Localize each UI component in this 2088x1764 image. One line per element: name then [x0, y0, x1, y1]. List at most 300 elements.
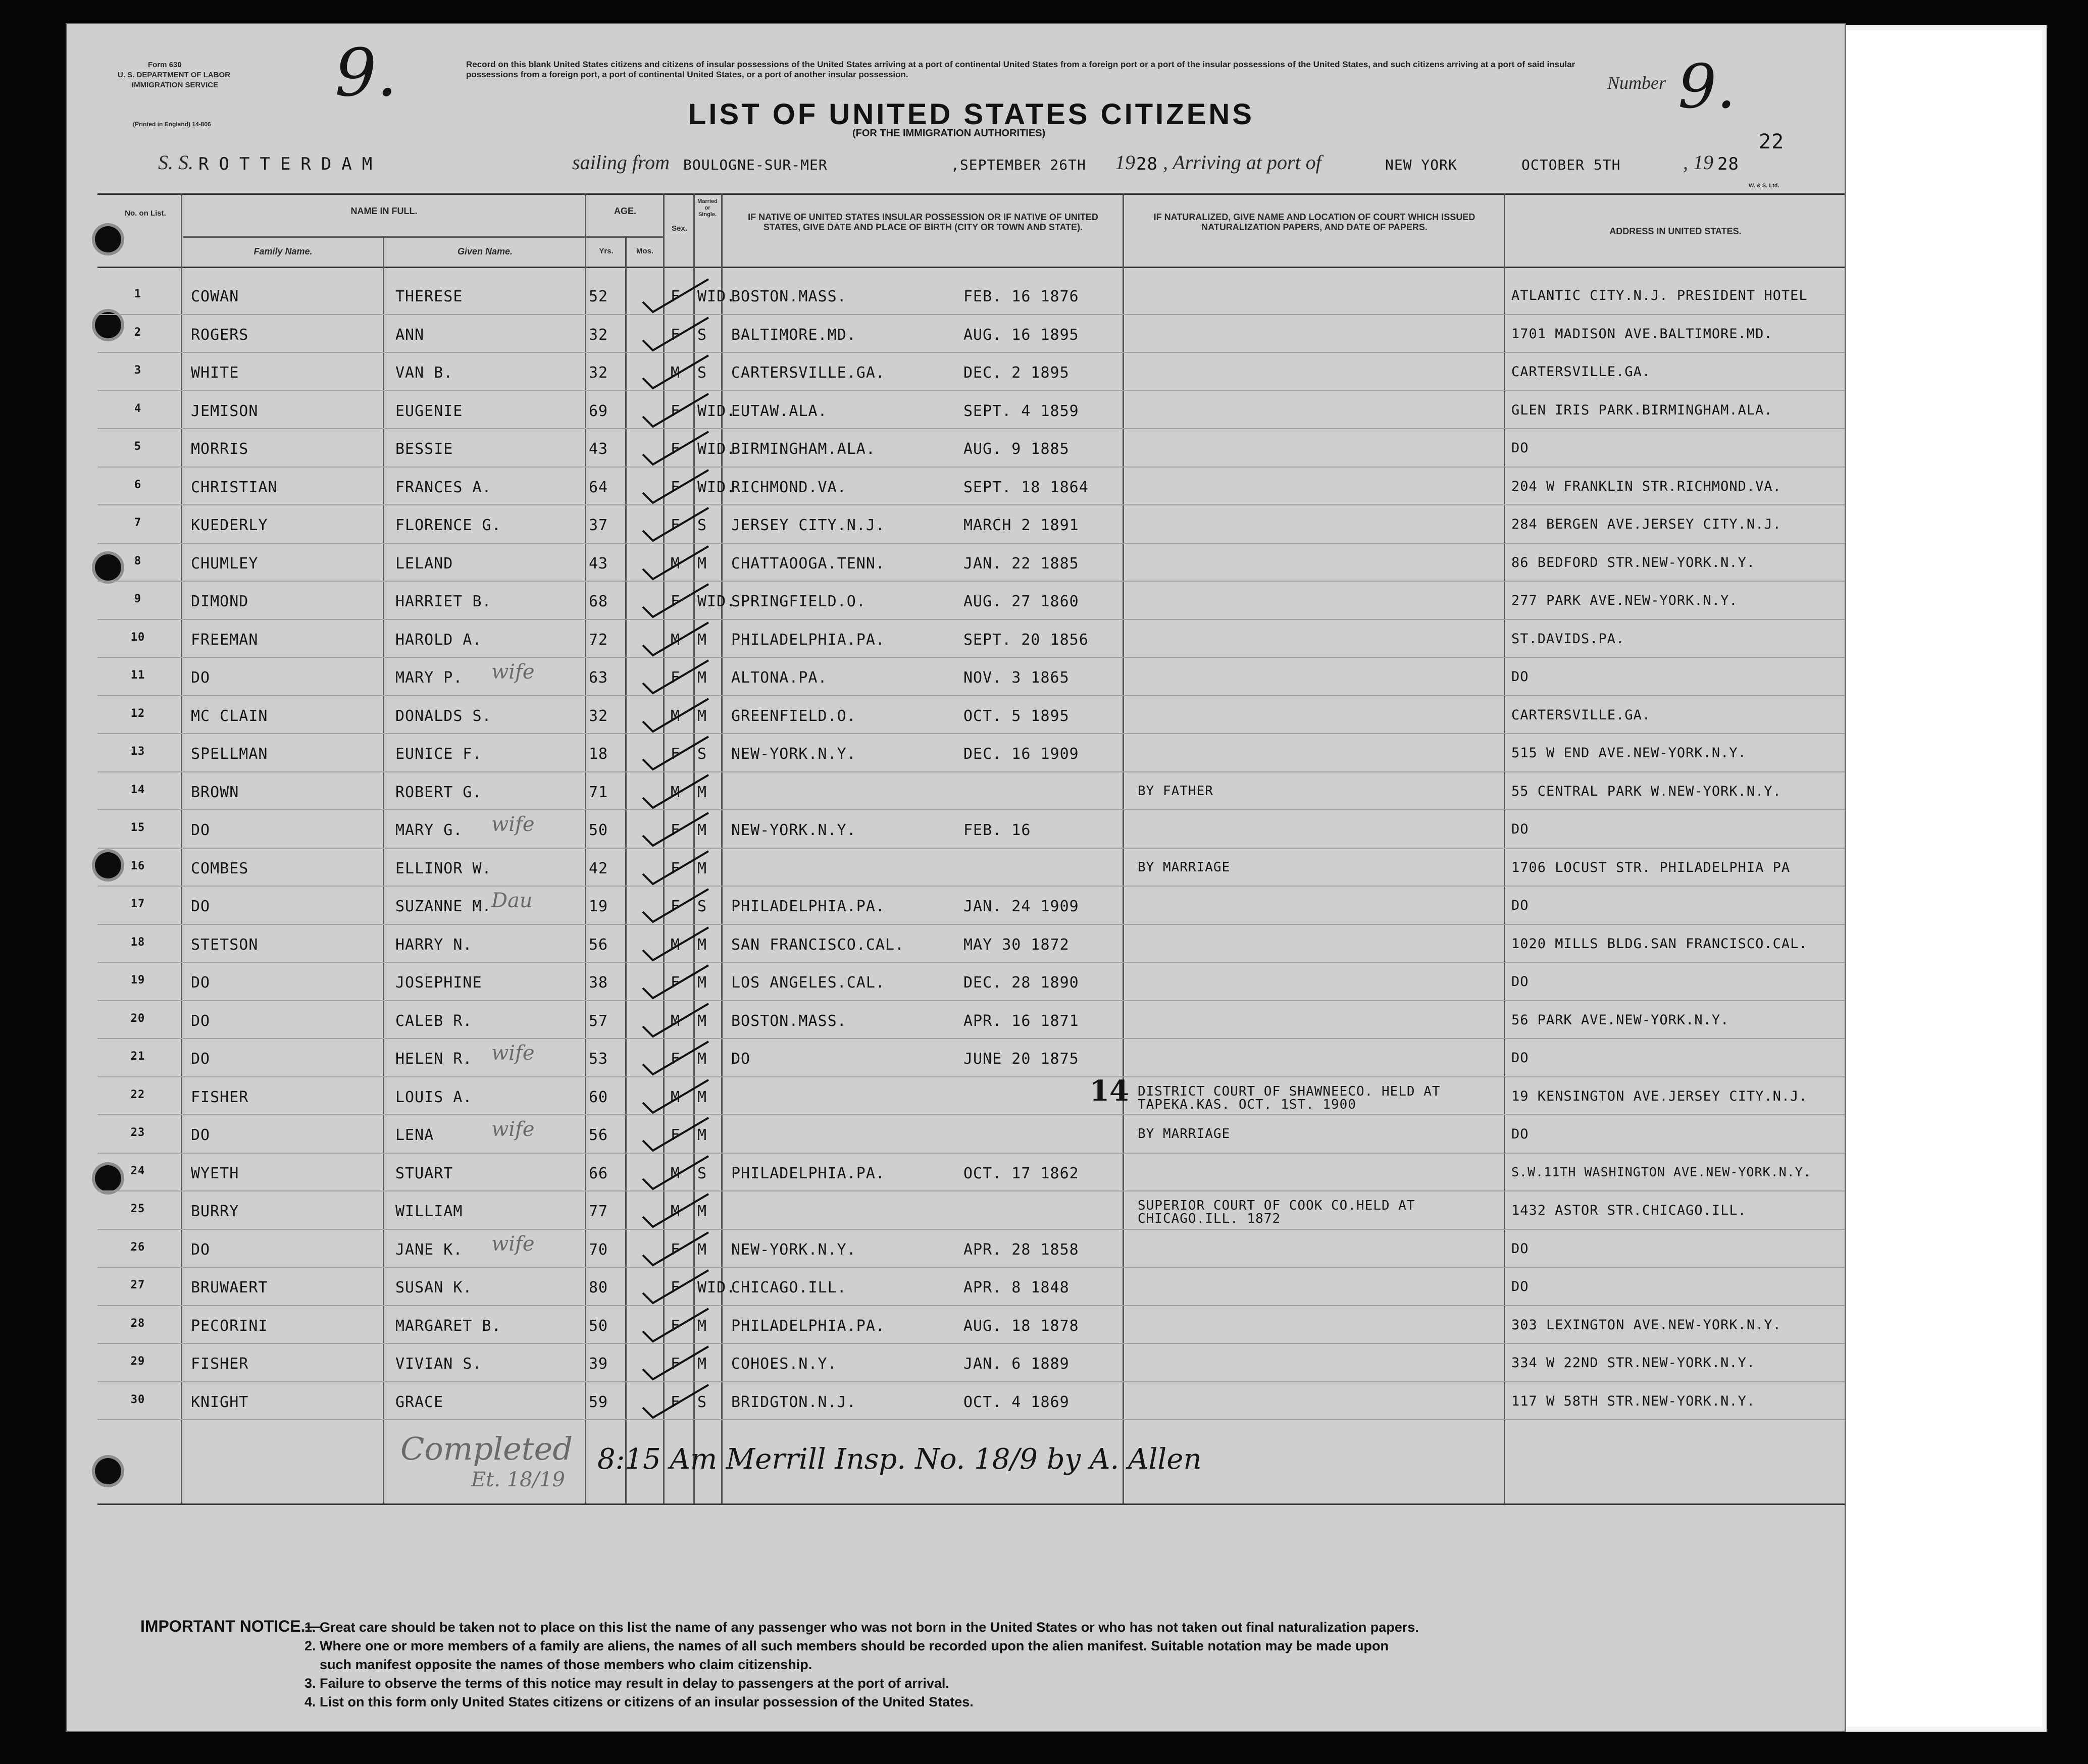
- cell-no: 7: [134, 516, 142, 529]
- cell-sex: M: [671, 631, 681, 649]
- tally-mark: 14: [1090, 1074, 1129, 1108]
- departure-year: 28: [1136, 154, 1158, 174]
- row-rule: [97, 657, 1845, 658]
- cell-family-name: FISHER: [191, 1088, 249, 1106]
- cell-address: DO: [1511, 1240, 1529, 1257]
- cell-birth-date: OCT. 4 1869: [963, 1393, 1070, 1411]
- cell-birth-date: FEB. 16: [963, 821, 1031, 839]
- cell-given-name: SUSAN K.: [395, 1279, 473, 1296]
- cell-sex: F: [671, 1279, 681, 1296]
- cell-address: DO: [1511, 440, 1529, 456]
- cell-given-name: HARRY N.: [395, 936, 473, 954]
- cell-marital: WID.: [697, 1279, 736, 1296]
- cell-address: 1706 LOCUST STR. PHILADELPHIA PA: [1511, 859, 1791, 875]
- cell-address: 56 PARK AVE.NEW-YORK.N.Y.: [1511, 1012, 1729, 1028]
- cell-no: 13: [130, 745, 145, 758]
- cell-age: 60: [589, 1088, 608, 1106]
- check-mark-icon: [638, 1380, 714, 1425]
- cell-birth-date: FEB. 16 1876: [963, 288, 1079, 305]
- cell-marital: M: [697, 821, 707, 839]
- sailing-from-label: sailing from: [572, 151, 670, 174]
- cell-birth-date: NOV. 3 1865: [963, 669, 1070, 687]
- cell-age: 37: [589, 516, 608, 534]
- row-rule: [97, 428, 1845, 429]
- cell-family-name: DO: [191, 974, 211, 992]
- cell-given-name: ROBERT G.: [395, 783, 482, 801]
- ss-label: S. S.: [158, 151, 193, 174]
- cell-marital: WID.: [697, 440, 736, 458]
- cell-age: 70: [589, 1240, 608, 1259]
- cell-address: DO: [1511, 1279, 1529, 1294]
- cell-address: 303 LEXINGTON AVE.NEW-YORK.N.Y.: [1511, 1317, 1781, 1333]
- row-rule: [97, 924, 1845, 925]
- cell-no: 23: [130, 1126, 145, 1139]
- cell-sex: F: [671, 669, 681, 687]
- cell-sex: F: [671, 326, 681, 344]
- page-subtitle: (FOR THE IMMIGRATION AUTHORITIES): [852, 128, 1046, 139]
- cell-marital: M: [697, 936, 707, 954]
- cell-given-name: WILLIAM: [395, 1203, 463, 1220]
- row-rule: [97, 390, 1845, 391]
- cell-sex: F: [671, 1126, 681, 1144]
- col-header-birth: IF NATIVE OF UNITED STATES INSULAR POSSESSION OR IF NATIVE OF UNITED STATES, GIVE DATE AND PLACE OF BIRTH (CITY OR TOWN AND STATE).: [748, 212, 1098, 232]
- table-bottom-rule: [97, 1503, 1845, 1505]
- cell-age: 52: [589, 288, 608, 305]
- col-header-given-name: Given Name.: [457, 246, 513, 256]
- col-divider: [625, 236, 627, 1503]
- number-label: Number: [1607, 73, 1666, 93]
- cell-age: 53: [589, 1050, 608, 1068]
- cell-family-name: DO: [191, 669, 211, 687]
- cell-given-name: ANN: [395, 326, 425, 344]
- cell-birth-date: MARCH 2 1891: [963, 516, 1079, 534]
- cell-age: 42: [589, 859, 608, 877]
- cell-address: S.W.11TH WASHINGTON AVE.NEW-YORK.N.Y.: [1511, 1164, 1811, 1179]
- completed-note: Completed: [400, 1430, 573, 1467]
- cell-no: 2: [134, 326, 142, 339]
- cell-sex: F: [671, 402, 681, 420]
- cell-birth-date: AUG. 9 1885: [963, 440, 1070, 458]
- cell-address: CARTERSVILLE.GA.: [1511, 364, 1651, 380]
- cell-given-name: GRACE: [395, 1393, 444, 1411]
- cell-family-name: BRUWAERT: [191, 1279, 268, 1296]
- binder-hole: [95, 226, 121, 252]
- cell-family-name: ROGERS: [191, 326, 249, 344]
- cell-birth-date: APR. 8 1848: [963, 1279, 1070, 1296]
- cell-birth-place: PHILADELPHIA.PA.: [731, 898, 885, 915]
- col-header-yrs: Yrs.: [599, 247, 614, 255]
- cell-family-name: KUEDERLY: [191, 516, 268, 534]
- cell-given-name: EUNICE F.: [395, 745, 482, 763]
- col-header-sex: Sex.: [672, 224, 687, 233]
- dept-line: U. S. DEPARTMENT OF LABOR: [118, 71, 231, 79]
- cell-age: 56: [589, 936, 608, 954]
- cell-age: 63: [589, 669, 608, 687]
- cell-marital: S: [697, 745, 707, 763]
- cell-no: 26: [130, 1240, 145, 1254]
- cell-marital: WID.: [697, 593, 736, 610]
- cell-no: 6: [134, 478, 142, 491]
- cell-marital: M: [697, 1126, 707, 1144]
- cell-birth-date: SEPT. 20 1856: [963, 631, 1089, 649]
- row-rule: [97, 771, 1845, 772]
- cell-birth-place: NEW-YORK.N.Y.: [731, 1240, 856, 1259]
- cell-no: 5: [134, 440, 142, 453]
- cell-no: 20: [130, 1012, 145, 1025]
- cell-birth-date: DEC. 2 1895: [963, 364, 1070, 382]
- cell-sex: F: [671, 593, 681, 610]
- cell-family-name: DO: [191, 1240, 211, 1259]
- cell-family-name: WYETH: [191, 1164, 239, 1182]
- row-rule: [97, 352, 1845, 353]
- cell-address: ATLANTIC CITY.N.J. PRESIDENT HOTEL: [1511, 288, 1808, 303]
- cell-birth-place: BOSTON.MASS.: [731, 288, 847, 305]
- cell-no: 16: [130, 859, 145, 872]
- instructions-text: Record on this blank United States citizens and citizens of insular possessions of the United States arriving at a port of continental United States from a foreign port or a port of the insular possessions of the United States, and such citizens arriving at a port of said insular possessions from a foreign port, a port of continental United States, or a port of another insular possession.: [466, 60, 1575, 79]
- row-rule: [97, 809, 1845, 810]
- cell-age: 59: [589, 1393, 608, 1411]
- cell-age: 50: [589, 821, 608, 839]
- cell-birth-date: DEC. 16 1909: [963, 745, 1079, 763]
- cell-sex: M: [671, 1088, 681, 1106]
- row-rule: [97, 466, 1845, 468]
- cell-birth-date: SEPT. 18 1864: [963, 478, 1089, 496]
- cell-given-name: LOUIS A.: [395, 1088, 473, 1106]
- cell-sex: M: [671, 783, 681, 801]
- cell-age: 18: [589, 745, 608, 763]
- cell-address: DO: [1511, 821, 1529, 837]
- cell-no: 15: [130, 821, 145, 834]
- cell-address: 117 W 58TH STR.NEW-YORK.N.Y.: [1511, 1393, 1756, 1409]
- cell-birth-date: APR. 16 1871: [963, 1012, 1079, 1030]
- inspector-note: 8:15 Am Merrill Insp. No. 18/9 by A. Allen: [597, 1443, 1202, 1476]
- cell-age: 57: [589, 1012, 608, 1030]
- cell-sex: F: [671, 516, 681, 534]
- cell-address: ST.DAVIDS.PA.: [1511, 631, 1625, 647]
- dept-line: IMMIGRATION SERVICE: [132, 81, 219, 89]
- cell-family-name: BROWN: [191, 783, 239, 801]
- cell-family-name: CHUMLEY: [191, 554, 259, 573]
- row-rule: [97, 1229, 1845, 1230]
- col-header-name-in-full: NAME IN FULL.: [350, 206, 418, 216]
- cell-address: 1020 MILLS BLDG.SAN FRANCISCO.CAL.: [1511, 936, 1808, 952]
- cell-birth-date: JAN. 24 1909: [963, 898, 1079, 915]
- arrival-year-prefix: , 19: [1683, 151, 1713, 174]
- row-rule: [97, 314, 1845, 315]
- cell-given-name: LELAND: [395, 554, 453, 573]
- cell-given-name: HAROLD A.: [395, 631, 482, 649]
- cell-birth-place: NEW-YORK.N.Y.: [731, 745, 856, 763]
- cell-family-name: DO: [191, 1126, 211, 1144]
- cell-birth-date: OCT. 5 1895: [963, 707, 1070, 725]
- cell-address: 277 PARK AVE.NEW-YORK.N.Y.: [1511, 593, 1738, 608]
- arrival-year: 28: [1717, 154, 1739, 174]
- cell-given-name: CALEB R.: [395, 1012, 473, 1030]
- printed-in: (Printed in England) 14-806: [133, 121, 211, 128]
- row-rule: [97, 1153, 1845, 1154]
- printer-mark: W. & S. Ltd.: [1749, 183, 1779, 189]
- arrival-port: NEW YORK: [1385, 157, 1457, 173]
- cell-marital: M: [697, 669, 707, 687]
- cell-sex: M: [671, 1012, 681, 1030]
- cell-given-name: FLORENCE G.: [395, 516, 501, 534]
- cell-age: 43: [589, 554, 608, 573]
- arriving-label: , Arriving at port of: [1163, 151, 1321, 174]
- row-rule: [97, 1114, 1845, 1115]
- cell-marital: M: [697, 1088, 707, 1106]
- cell-address: DO: [1511, 1050, 1529, 1066]
- page-stamp: 22: [1759, 130, 1785, 153]
- cell-birth-place: SPRINGFIELD.O.: [731, 593, 866, 610]
- cell-marital: M: [697, 859, 707, 877]
- page-title: LIST OF UNITED STATES CITIZENS: [688, 98, 1254, 131]
- col-header-married: Married or Single.: [697, 198, 718, 218]
- cell-sex: F: [671, 1393, 681, 1411]
- cell-given-name: SUZANNE M.: [395, 898, 492, 915]
- cell-relation-note: wife: [491, 1042, 535, 1065]
- cell-age: 38: [589, 974, 608, 992]
- cell-no: 9: [134, 593, 142, 605]
- cell-marital: WID.: [697, 478, 736, 496]
- cell-relation-note: wife: [491, 813, 535, 836]
- cell-marital: S: [697, 1393, 707, 1411]
- cell-given-name: BESSIE: [395, 440, 453, 458]
- cell-age: 66: [589, 1164, 608, 1182]
- cell-no: 21: [130, 1050, 145, 1063]
- cell-birth-place: CHATTAOOGA.TENN.: [731, 554, 885, 573]
- cell-sex: M: [671, 1164, 681, 1182]
- cell-age: 32: [589, 326, 608, 344]
- cell-sex: M: [671, 364, 681, 382]
- cell-no: 28: [130, 1317, 145, 1330]
- cell-birth-date: AUG. 18 1878: [963, 1317, 1079, 1335]
- cell-given-name: MARGARET B.: [395, 1317, 501, 1335]
- cell-relation-note: wife: [491, 660, 535, 684]
- cell-birth-place: COHOES.N.Y.: [731, 1355, 837, 1373]
- departure-year-prefix: 19: [1115, 151, 1135, 174]
- cell-given-name: FRANCES A.: [395, 478, 492, 496]
- cell-sex: F: [671, 440, 681, 458]
- cell-address: 515 W END AVE.NEW-YORK.N.Y.: [1511, 745, 1747, 761]
- row-rule: [97, 1076, 1845, 1077]
- cell-family-name: STETSON: [191, 936, 259, 954]
- cell-address: 1432 ASTOR STR.CHICAGO.ILL.: [1511, 1203, 1747, 1218]
- cell-marital: M: [697, 554, 707, 573]
- form-number: Form 630: [148, 61, 182, 69]
- cell-sex: F: [671, 1240, 681, 1259]
- cell-birth-date: AUG. 16 1895: [963, 326, 1079, 344]
- cell-family-name: PECORINI: [191, 1317, 268, 1335]
- row-rule: [97, 962, 1845, 963]
- cell-relation-note: wife: [491, 1118, 535, 1141]
- row-rule: [97, 581, 1845, 582]
- row-rule: [97, 1190, 1845, 1191]
- cell-sex: F: [671, 288, 681, 305]
- handwritten-sheet-number: 9.: [335, 34, 398, 111]
- row-rule: [97, 1038, 1845, 1039]
- cell-naturalization: BY MARRIAGE: [1138, 1126, 1231, 1142]
- cell-sex: F: [671, 859, 681, 877]
- cell-sex: M: [671, 936, 681, 954]
- cell-family-name: DIMOND: [191, 593, 249, 610]
- cell-given-name: JOSEPHINE: [395, 974, 482, 992]
- cell-birth-date: SEPT. 4 1859: [963, 402, 1079, 420]
- cell-given-name: VIVIAN S.: [395, 1355, 482, 1373]
- cell-given-name: DONALDS S.: [395, 707, 492, 725]
- cell-family-name: FISHER: [191, 1355, 249, 1373]
- notice-item-2-cont: such manifest opposite the names of those members who claim citizenship.: [320, 1657, 812, 1672]
- cell-marital: M: [697, 1012, 707, 1030]
- cell-given-name: HELEN R.: [395, 1050, 473, 1068]
- col-header-age: AGE.: [614, 206, 636, 216]
- cell-sex: M: [671, 1203, 681, 1220]
- cell-age: 64: [589, 478, 608, 496]
- binder-hole: [95, 1458, 121, 1484]
- cell-birth-place: BIRMINGHAM.ALA.: [731, 440, 876, 458]
- cell-given-name: HARRIET B.: [395, 593, 492, 610]
- cell-birth-date: AUG. 27 1860: [963, 593, 1079, 610]
- cell-naturalization: DISTRICT COURT OF SHAWNEECO. HELD AT TAPEKA.KAS. OCT. 1ST. 1900: [1138, 1083, 1441, 1112]
- cell-marital: M: [697, 1355, 707, 1373]
- cell-naturalization: BY FATHER: [1138, 783, 1213, 799]
- cell-birth-date: JUNE 20 1875: [963, 1050, 1079, 1068]
- notice-item-3: 3. Failure to observe the terms of this notice may result in delay to passengers at the port of arrival.: [304, 1676, 949, 1691]
- row-rule: [97, 504, 1845, 505]
- cell-marital: M: [697, 1317, 707, 1335]
- cell-given-name: JANE K.: [395, 1240, 463, 1259]
- header-bottom-rule: [97, 267, 1845, 268]
- cell-marital: WID.: [697, 402, 736, 420]
- cell-birth-date: OCT. 17 1862: [963, 1164, 1079, 1182]
- cell-address: DO: [1511, 669, 1529, 685]
- cell-family-name: COWAN: [191, 288, 239, 305]
- cell-address: 204 W FRANKLIN STR.RICHMOND.VA.: [1511, 478, 1781, 494]
- cell-address: CARTERSVILLE.GA.: [1511, 707, 1651, 723]
- cell-birth-place: SAN FRANCISCO.CAL.: [731, 936, 905, 954]
- sheet-number-value: 9.: [1678, 52, 1736, 122]
- cell-given-name: THERESE: [395, 288, 463, 305]
- cell-marital: M: [697, 1203, 707, 1220]
- row-rule: [97, 695, 1845, 696]
- cell-birth-place: CHICAGO.ILL.: [731, 1279, 847, 1296]
- cell-birth-place: PHILADELPHIA.PA.: [731, 1317, 885, 1335]
- cell-address: 86 BEDFORD STR.NEW-YORK.N.Y.: [1511, 554, 1756, 570]
- cell-birth-place: ALTONA.PA.: [731, 669, 828, 687]
- row-rule: [97, 733, 1845, 734]
- cell-family-name: JEMISON: [191, 402, 259, 420]
- cell-birth-date: MAY 30 1872: [963, 936, 1070, 954]
- cell-birth-place: CARTERSVILLE.GA.: [731, 364, 885, 382]
- cell-age: 71: [589, 783, 608, 801]
- table-top-rule: [97, 193, 1845, 195]
- manifest-form: [66, 23, 1846, 1732]
- cell-given-name: ELLINOR W.: [395, 859, 492, 877]
- cell-marital: M: [697, 707, 707, 725]
- cell-no: 27: [130, 1279, 145, 1291]
- cell-family-name: BURRY: [191, 1203, 239, 1220]
- row-rule: [97, 619, 1845, 620]
- cell-no: 10: [130, 631, 145, 644]
- cell-sex: F: [671, 1317, 681, 1335]
- cell-marital: S: [697, 364, 707, 382]
- cell-family-name: KNIGHT: [191, 1393, 249, 1411]
- cell-no: 17: [130, 898, 145, 910]
- cell-birth-place: BALTIMORE.MD.: [731, 326, 856, 344]
- header-subrule: [183, 236, 663, 238]
- cell-marital: WID.: [697, 288, 736, 305]
- cell-age: 39: [589, 1355, 608, 1373]
- row-rule: [97, 848, 1845, 849]
- cell-address: 55 CENTRAL PARK W.NEW-YORK.N.Y.: [1511, 783, 1781, 799]
- cell-age: 43: [589, 440, 608, 458]
- cell-age: 32: [589, 364, 608, 382]
- cell-sex: F: [671, 821, 681, 839]
- cell-no: 25: [130, 1203, 145, 1215]
- cell-family-name: FREEMAN: [191, 631, 259, 649]
- cell-family-name: WHITE: [191, 364, 239, 382]
- cell-address: 1701 MADISON AVE.BALTIMORE.MD.: [1511, 326, 1773, 342]
- cell-no: 8: [134, 554, 142, 567]
- cell-no: 12: [130, 707, 145, 720]
- cell-age: 77: [589, 1203, 608, 1220]
- completed-ref-note: Et. 18/19: [471, 1468, 565, 1491]
- cell-address: 334 W 22ND STR.NEW-YORK.N.Y.: [1511, 1355, 1756, 1371]
- row-rule: [97, 886, 1845, 887]
- notice-item-1: 1. Great care should be taken not to place on this list the name of any passenger who was not born in the United States or who has not taken out final naturalization papers.: [304, 1620, 1419, 1635]
- cell-age: 56: [589, 1126, 608, 1144]
- row-rule: [97, 1381, 1845, 1382]
- cell-relation-note: wife: [491, 1232, 535, 1256]
- cell-family-name: MORRIS: [191, 440, 249, 458]
- notice-label: IMPORTANT NOTICE.—: [140, 1617, 322, 1635]
- row-rule: [97, 1267, 1845, 1268]
- col-divider: [383, 236, 384, 1503]
- cell-no: 19: [130, 974, 145, 987]
- cell-marital: S: [697, 1164, 707, 1182]
- cell-marital: S: [697, 326, 707, 344]
- cell-no: 11: [130, 669, 145, 682]
- cell-marital: M: [697, 974, 707, 992]
- cell-no: 18: [130, 936, 145, 949]
- cell-marital: M: [697, 631, 707, 649]
- cell-given-name: MARY P.: [395, 669, 463, 687]
- cell-relation-note: Dau: [491, 889, 533, 912]
- cell-address: GLEN IRIS PARK.BIRMINGHAM.ALA.: [1511, 402, 1773, 418]
- notice-item-2: 2. Where one or more members of a family are aliens, the names of all such members should be recorded upon the alien manifest. Suitable notation may be made upon: [304, 1638, 1389, 1653]
- col-header-address: ADDRESS IN UNITED STATES.: [1609, 226, 1742, 236]
- cell-given-name: EUGENIE: [395, 402, 463, 420]
- cell-sex: F: [671, 478, 681, 496]
- cell-marital: M: [697, 783, 707, 801]
- cell-birth-place: BOSTON.MASS.: [731, 1012, 847, 1030]
- cell-no: 1: [134, 288, 142, 300]
- cell-naturalization: SUPERIOR COURT OF COOK CO.HELD AT CHICAGO.ILL. 1872: [1138, 1198, 1415, 1226]
- row-rule: [97, 1000, 1845, 1001]
- row-rule: [97, 1419, 1845, 1420]
- notice-item-4: 4. List on this form only United States citizens or citizens of an insular possession of the United States.: [304, 1694, 974, 1709]
- cell-age: 69: [589, 402, 608, 420]
- cell-birth-date: DEC. 28 1890: [963, 974, 1079, 992]
- cell-sex: F: [671, 898, 681, 915]
- col-header-family-name: Family Name.: [253, 246, 313, 256]
- cell-birth-place: GREENFIELD.O.: [731, 707, 856, 725]
- cell-birth-place: LOS ANGELES.CAL.: [731, 974, 885, 992]
- cell-no: 14: [130, 783, 145, 796]
- cell-age: 19: [589, 898, 608, 915]
- col-header-mos: Mos.: [636, 247, 654, 255]
- cell-birth-date: JAN. 22 1885: [963, 554, 1079, 573]
- cell-marital: M: [697, 1050, 707, 1068]
